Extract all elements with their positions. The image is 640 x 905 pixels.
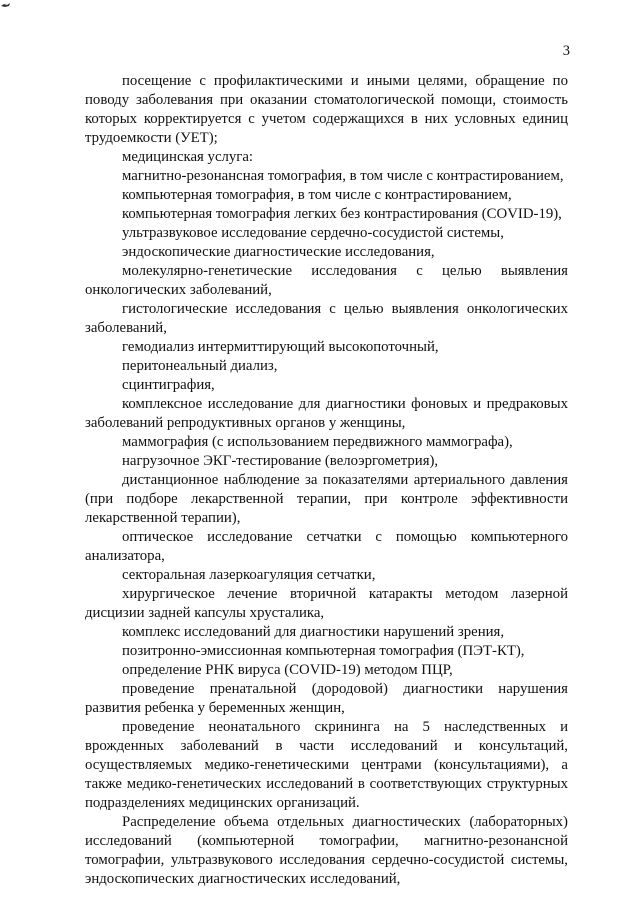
paragraph: проведение пренатальной (дородовой) диагностики нарушения развития ребенка у беременных женщин,	[85, 681, 568, 716]
paragraph: определение РНК вируса (COVID-19) методом ПЦР,	[122, 662, 453, 678]
paragraph: секторальная лазеркоагуляция сетчатки,	[122, 567, 376, 583]
paragraph: гистологические исследования с целью выявления онкологических заболеваний,	[85, 301, 568, 336]
paragraph: эндоскопические диагностические исследования,	[122, 244, 435, 260]
paragraph: оптическое исследование сетчатки с помощью компьютерного анализатора,	[85, 529, 568, 564]
page-number: 3	[562, 43, 570, 59]
paragraph: компьютерная томография легких без контрастирования (COVID-19),	[122, 206, 562, 222]
paragraph: компьютерная томография, в том числе с контрастированием,	[122, 187, 512, 203]
paragraph: комплекс исследований для диагностики нарушений зрения,	[122, 624, 505, 640]
paragraph: сцинтиграфия,	[122, 377, 215, 393]
paragraph: проведение неонатального скрининга на 5 наследственных и врожденных заболеваний в части исследований и консультаций, осуществляемых медико-генетическими центрами (консультациями), а также медико-генетических исследований в соответствующих структурных подразделениях медицинских организаций.	[85, 719, 568, 811]
paragraph: позитронно-эмиссионная компьютерная томография (ПЭТ-КТ),	[122, 643, 525, 659]
paragraph: посещение с профилактическими и иными целями, обращение по поводу заболевания при оказании стоматологической помощи, стоимость которых корректируется с учетом содержащихся в них условных единиц трудоемкости (УЕТ);	[85, 73, 568, 146]
paragraph: гемодиализ интермиттирующий высокопоточный,	[122, 339, 439, 355]
paragraph: перитонеальный диализ,	[122, 358, 278, 374]
paragraph: хирургическое лечение вторичной катаракты методом лазерной дисцизии задней капсулы хрусталика,	[85, 586, 568, 621]
paragraph: молекулярно-генетические исследования с целью выявления онкологических заболеваний,	[85, 263, 568, 298]
paragraph: комплексное исследование для диагностики фоновых и предраковых заболеваний репродуктивных органов у женщины,	[85, 396, 568, 431]
scan-corner-mark	[1, 3, 10, 7]
document-body	[85, 72, 568, 889]
paragraph: Распределение объема отдельных диагностических (лабораторных) исследований (компьютерной томографии, магнитно-резонансной томографии, ультразвукового исследования сердечно-сосудистой системы, эндоскопических диагностических исследований,	[85, 814, 568, 887]
paragraph: дистанционное наблюдение за показателями артериального давления (при подборе лекарственной терапии, при контроле эффективности лекарственной терапии),	[85, 472, 568, 526]
paragraph: медицинская услуга:	[122, 149, 254, 165]
paragraph: маммография (с использованием передвижного маммографа),	[122, 434, 513, 450]
paragraph: магнитно-резонансная томография, в том числе с контрастированием,	[122, 168, 564, 184]
paragraph: нагрузочное ЭКГ-тестирование (велоэргометрия),	[122, 453, 439, 469]
paragraph: ультразвуковое исследование сердечно-сосудистой системы,	[122, 225, 504, 241]
